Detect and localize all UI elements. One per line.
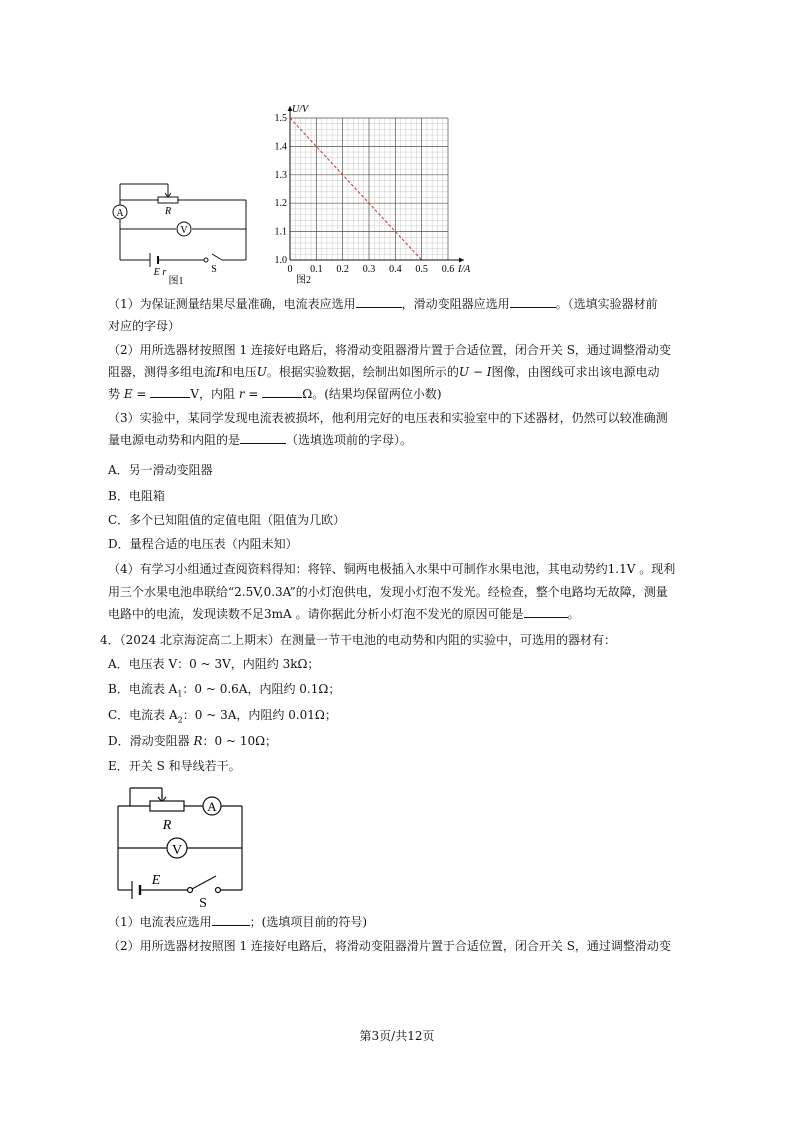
voltmeter-label: V — [180, 225, 188, 236]
q3-part3-text-b: （选填选项前的字母）。 — [286, 433, 413, 447]
q3-part4-text-b: 。 — [567, 607, 580, 621]
q3-symbol-r: r — [238, 387, 245, 401]
y-tick-label: 1.5 — [274, 113, 287, 124]
q3-part2-text-d: 图像，由图线可求出该电源电动 — [491, 365, 660, 379]
q3-blank-emf[interactable] — [150, 386, 190, 398]
q3-part3-line1: （3）实验中，某同学发现电流表被损坏，他利用完好的电压表和实验室中的下述器材，仍然可以较准确测 — [108, 411, 668, 425]
q3-part4-line3 — [108, 606, 708, 622]
x-tick-label: 0.3 — [362, 264, 376, 275]
chart-y-ticks — [275, 113, 288, 266]
figure2-caption: 图2 — [296, 275, 311, 286]
chart-series — [290, 118, 422, 260]
q4-symbol-r: R — [193, 734, 203, 748]
q4-rheostat — [150, 801, 184, 811]
q4-ammeter-label: A — [207, 799, 217, 814]
ui-line — [290, 118, 422, 260]
q3-option-a: A．另一滑动变阻器 — [108, 463, 213, 477]
y-tick-label: 1.3 — [274, 169, 287, 181]
switch-label: S — [211, 264, 217, 275]
y-tick-label: 1.2 — [274, 198, 287, 210]
rheostat-label: R — [164, 206, 172, 217]
chart-x-axis-label: I/A — [458, 264, 471, 275]
q3-part1-line1 — [108, 296, 708, 312]
q3-part1-text-b: ，滑动变阻器应选用 — [401, 297, 510, 311]
q3-part2-text-e: 势 — [108, 387, 121, 401]
x-tick-label: 0.4 — [389, 264, 402, 275]
q4-option-b-text-a: B．电流表 A — [108, 682, 178, 696]
x-axis-arrow — [459, 258, 464, 263]
q3-option-b: B．电阻箱 — [108, 489, 165, 503]
q3-equals-2: = — [248, 387, 259, 401]
figure1-circuit — [108, 172, 258, 286]
q3-part3-line2 — [108, 432, 708, 448]
q3-blank-reason[interactable] — [524, 606, 568, 618]
x-tick-label: 0.1 — [310, 264, 323, 275]
q3-part2-text-c: 。根据实验数据，绘制出如图所示的 — [266, 365, 459, 379]
q3-part2-text-b: 和电压 — [220, 365, 257, 379]
q4-voltmeter-label: V — [171, 843, 183, 858]
q3-symbol-u: U — [256, 365, 267, 379]
q4-option-d-text-a: D．滑动变阻器 — [108, 734, 190, 748]
q3-symbol-e: E — [123, 387, 133, 401]
q4-option-c — [108, 707, 708, 728]
q3-option-d: D．量程合适的电压表（内阻未知） — [108, 537, 298, 551]
x-tick-label: 0.5 — [415, 264, 428, 275]
q4-part1 — [108, 914, 708, 930]
q4-part1-text-a: （1）电流表应选用 — [108, 915, 212, 929]
q4-stem: 4．（2024 北京海淀高二上期末）在测量一节干电池的电动势和内阻的实验中，可选用的器材有： — [100, 633, 616, 647]
q3-blank-resistance[interactable] — [262, 386, 302, 398]
switch-contact — [204, 258, 208, 262]
x-tick-label: 0 — [287, 264, 293, 275]
q4-option-d — [108, 733, 708, 749]
q4-option-b-text-b: ：0 ~ 0.6A，内阻约 0.1Ω； — [182, 682, 341, 696]
q3-part2-line3 — [108, 386, 708, 402]
y-tick-label: 1.0 — [274, 255, 287, 266]
q4-rheostat-label: R — [162, 818, 172, 833]
q4-circuit — [108, 786, 258, 910]
q4-blank-ammeter[interactable] — [212, 914, 250, 926]
x-tick-label: 0.2 — [336, 264, 349, 275]
x-tick-label: 0.6 — [441, 264, 455, 275]
q3-blank-choice[interactable] — [240, 432, 286, 444]
q3-part2-line1: （2）用所选器材按照图 1 连接好电路后，将滑动变阻器滑片置于合适位置，闭合开关 S，通过调整滑动变 — [108, 343, 671, 357]
q3-part2-text-f: V，内阻 — [190, 387, 235, 401]
page-footer: 第3页/共12页 — [359, 1029, 435, 1043]
figure2-ui-chart — [268, 100, 488, 286]
q3-part1-text-a: （1）为保证测量结果尽量准确，电流表应选用 — [108, 297, 356, 311]
q3-part3-text-a: 量电源电动势和内阻的是 — [108, 433, 241, 447]
q4-battery-label: E — [151, 873, 161, 888]
q3-part4-line1: （4）有学习小组通过查阅资料得知：将锌、铜两电极插入水果中可制作水果电池，其电动势约1.1V 。现利 — [108, 562, 676, 576]
q4-option-a: A．电压表 V：0 ~ 3V，内阻约 3kΩ； — [108, 657, 320, 671]
y-tick-label: 1.4 — [274, 141, 287, 153]
q3-part1-line2: 对应的字母） — [108, 319, 181, 333]
chart-y-axis-label: U/V — [292, 104, 309, 115]
q3-equals-1: = — [136, 387, 147, 401]
q3-part2-text-a: 阻器，测得多组电流 — [108, 365, 217, 379]
battery-label: E r — [153, 267, 167, 278]
figure1-caption: 图1 — [168, 276, 184, 286]
ammeter-label: A — [116, 208, 124, 219]
q4-option-c-subscript: 2 — [177, 715, 183, 725]
y-tick-label: 1.1 — [274, 226, 287, 238]
q4-switch-contact-left — [188, 888, 193, 893]
q4-option-c-text-a: C．电流表 A — [108, 708, 178, 722]
q3-blank-ammeter[interactable] — [356, 296, 402, 308]
chart-grid-major — [290, 118, 448, 260]
q3-blank-rheostat[interactable] — [510, 296, 556, 308]
q3-part2-text-g: Ω。(结果均保留两位小数) — [302, 387, 442, 401]
q4-switch-label: S — [199, 896, 207, 910]
q3-part1-text-c: 。（选填实验器材前 — [555, 297, 658, 311]
q3-part4-line2: 用三个水果电池串联给“2.5V,0.3A”的小灯泡供电，发现小灯泡不发光。经检查，整个电路均无故障，测量 — [108, 585, 668, 599]
q3-symbol-i: I — [216, 365, 221, 379]
q4-switch-contact-right — [216, 888, 221, 893]
q3-part2-line2 — [108, 364, 708, 380]
rheostat-r — [158, 197, 178, 203]
q3-symbol-ui: U − I — [458, 365, 492, 379]
q3-part4-text-a: 电路中的电流，发现读数不足3mA 。请你据此分析小灯泡不发光的原因可能是 — [108, 607, 524, 621]
q4-part2: （2）用所选器材按照图 1 连接好电路后，将滑动变阻器滑片置于合适位置，闭合开关 S，通过调整滑动变 — [108, 939, 671, 953]
q4-option-d-text-b: ：0 ~ 10Ω； — [202, 734, 278, 748]
chart-x-ticks — [288, 264, 455, 275]
q4-option-e: E．开关 S 和导线若干。 — [108, 759, 241, 773]
q4-part1-text-b: ；(选填项目前的符号) — [249, 915, 368, 929]
q4-option-b — [108, 681, 708, 702]
q4-option-c-text-b: ：0 ~ 3A，内阻约 0.01Ω； — [182, 708, 337, 722]
q3-option-c: C．多个已知阻值的定值电阻（阻值为几欧） — [108, 513, 346, 527]
q4-option-b-subscript: 1 — [177, 689, 183, 699]
